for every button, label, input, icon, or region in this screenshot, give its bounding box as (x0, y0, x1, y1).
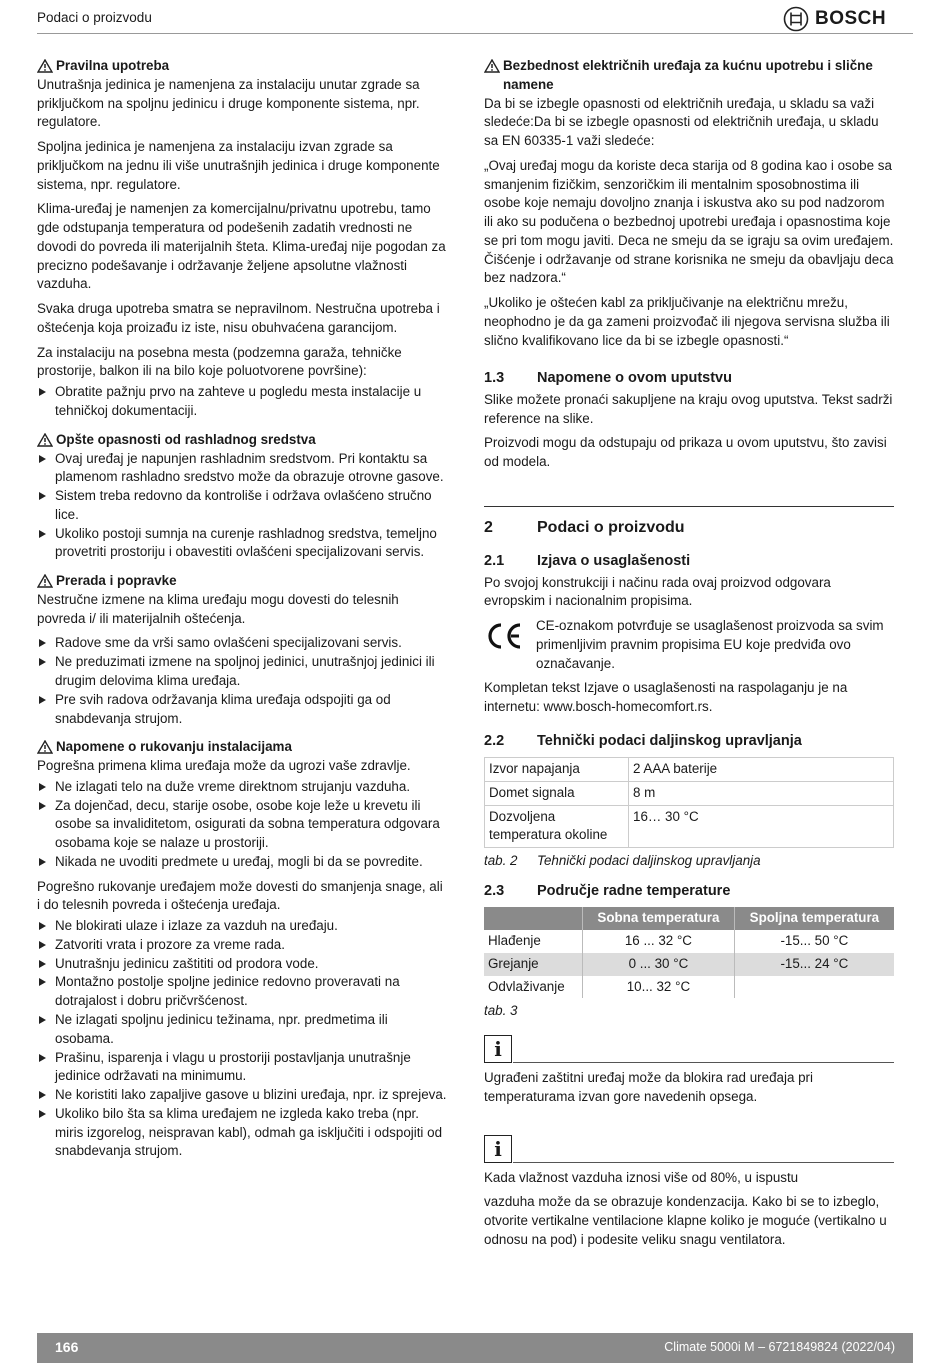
list-item: Ukoliko postoji sumnja na curenje rashladnog sredstva, temeljno provetriti prostoriju i obavestiti ovlašćeni specijalizovani servis. (37, 525, 447, 563)
list-item: Ukoliko bilo šta sa klima uređajem ne izgleda kako treba (npr. miris izgorelog, neispravan kabl), odmah ga isključiti i odspojiti od snabdevanja strujom. (37, 1105, 447, 1161)
paragraph: Unutrašnja jedinica je namenjena za instalaciju unutar zgrade sa priključkom na spoljnu jedinicu i druge komponente sistema, npr. regulatore. (37, 76, 420, 130)
paragraph: Pogrešno rukovanje uređajem može dovesti do smanjenja snage, ali i do telesnih povreda i oštećenja uređaja. (37, 878, 443, 913)
list-item: Pre svih radova održavanja klima uređaja odspojiti ga od snabdevanja strujom. (37, 691, 447, 729)
page-header-title: Podaci o proizvodu (37, 10, 152, 25)
paragraph: Pogrešna primena klima uređaja može da ugrozi vaše zdravlje. (37, 758, 411, 774)
info-note (484, 1135, 894, 1250)
table-caption (484, 1002, 894, 1021)
section-heading-1-3 (484, 368, 894, 388)
bullet-list (37, 450, 447, 563)
info-note (484, 1035, 894, 1107)
list-item: Prašinu, isparenja i vlagu u prostoriji postavljanja unutrašnje jedinice održavati na minimumu. (37, 1049, 447, 1087)
table-cell: Odvlaživanje (488, 978, 565, 994)
table-cell: 16 ... 32 °C (583, 930, 735, 953)
table-cell: Hlađenje (488, 933, 541, 949)
list-item: Montažno postolje spoljne jedinice redovno proveravati na dotrajalost i dobru pričvršćenost. (37, 973, 447, 1011)
list-item: Radove sme da vrši samo ovlašćeni specijalizovani servis. (37, 634, 447, 653)
ce-declaration (484, 617, 894, 673)
info-icon: i (484, 1035, 512, 1063)
info-text: vazduha može da se obrazuje kondenzacija. Kako bi se to izbeglo, otvorite vertikalne ventilacione klapne koliko je moguće (vertikalno u odnosu na pod) i podesite veliku snagu ventilatora. (484, 1194, 887, 1247)
section-heading-2-2 (484, 731, 894, 751)
list-item: Sistem treba redovno da kontroliše i održava ovlašćeno stručno lice. (37, 487, 447, 525)
table-cell: Dozvoljena temperatura okoline (485, 805, 629, 848)
chapter-number: 2 (484, 518, 493, 536)
table-cell: Izvor napajanja (485, 758, 629, 782)
table-cell: 8 m (629, 781, 894, 805)
info-rule (513, 1062, 894, 1063)
list-item: Zatvoriti vrata i prozore za vreme rada. (37, 936, 447, 955)
table-row (484, 953, 894, 976)
bullet-list (37, 383, 447, 421)
remote-specs-table (484, 757, 894, 848)
table-cell: -15... 24 °C (734, 953, 894, 976)
list-item: Unutrašnju jedinicu zaštititi od prodora vode. (37, 955, 447, 974)
list-item: Nikada ne uvoditi predmete u uređaj, mogli bi da se povredite. (37, 853, 447, 872)
ce-mark-icon (484, 617, 526, 673)
paragraph: Nestručne izmene na klima uređaju mogu dovesti do telesnih povreda i/ ili materijalnih oštećenja. (37, 591, 399, 626)
list-item: Obratite pažnju prvo na zahteve u pogledu mesta instalacije u tehničkoj dokumentaciji. (37, 383, 447, 421)
paragraph: Za instalaciju na posebna mesta (podzemna garaža, tehničke prostorije, balkon ili na bilo koje poluotvorene površine): (37, 344, 402, 379)
chapter-title: Podaci o proizvodu (537, 518, 685, 536)
table-caption (484, 852, 894, 871)
bullet-list (37, 778, 447, 872)
list-item: Ne izlagati spoljnu jedinicu težinama, npr. predmetima ili osobama. (37, 1011, 447, 1049)
heading-text: Bezbednost električnih uređaja za kućnu upotrebu i slične namene (503, 58, 873, 92)
bosch-armature-icon (783, 6, 809, 32)
section-number: 2.2 (484, 732, 505, 749)
warning-heading-refrigerant (37, 431, 447, 450)
warning-heading-intended-use (37, 57, 447, 76)
table-row (484, 930, 894, 953)
warning-triangle-icon (37, 740, 53, 754)
table-cell: Grejanje (484, 953, 583, 976)
page-footer (37, 1333, 913, 1363)
paragraph: Klima-uređaj je namenjen za komercijalnu/privatnu upotrebu, tamo gde odstupanja temperatura od podešenih zadatih vrednosti ne dovodi do povreda ili materijalnih šteta. Klima-uređaj nije pogodan za precizno podešavanje i održavanje željene apsolutne vlažnosti vazduha. (37, 201, 446, 292)
section-heading-2-1 (484, 551, 894, 571)
paragraph: Da bi se izbegle opasnosti od električnih uređaja, u skladu sa važi sledeće:Da bi se izbegle opasnosti od električnih uređaja, u skladu sa EN 60335-1 važi sledeće: (484, 95, 879, 149)
paragraph: Svaka druga upotreba smatra se nepravilnom. Nestručna upotreba i oštećenja koja proizađu iz iste, nisu obuhvaćena garancijom. (37, 301, 440, 335)
section-number: 2.3 (484, 883, 505, 900)
paragraph: „Ukoliko je oštećen kabl za priključivanje na električnu mrežu, neophodno je da ga zameni proizvođač ili njegova servisna služba ili slično kvalifikovano lice da bi se izbegle opasnosti.“ (484, 295, 890, 348)
page-number: 166 (55, 1339, 79, 1356)
brand-name: BOSCH (815, 8, 887, 29)
paragraph: Proizvodi mogu da odstupaju od prikaza u ovom uputstvu, što zavisi od modela. (484, 435, 887, 470)
section-number: 1.3 (484, 370, 505, 387)
list-item: Ne koristiti lako zapaljive gasove u blizini uređaja, npr. iz sprejeva. (37, 1086, 447, 1105)
heading-text: Prerada i popravke (56, 573, 177, 589)
warning-triangle-icon (37, 59, 53, 73)
paragraph: „Ovaj uređaj mogu da koriste deca starija od 8 godina kao i osobe sa smanjenim fizičkim, senzoričkim ili mentalnim sposobnostima ili osobe koje nemaju dovoljno znanja i iskustva ako su pod nadzorom ili ako su podučena o bezbednoj upotrebi uređaja i opasnostima koje se pri tom mogu javiti. Deca ne smeju da se igraju sa ovim uređajem. Čišćenje i održavanje od strane korisnika ne smeju da obavljaju deca bez nadzora.“ (484, 157, 894, 286)
table-row (484, 976, 894, 999)
table-row (485, 781, 894, 805)
warning-triangle-icon (37, 433, 53, 447)
warning-heading-repairs (37, 572, 447, 591)
column-header: Spoljna temperatura (734, 907, 894, 930)
heading-text: Pravilna upotreba (56, 58, 170, 73)
section-title: Izjava o usaglašenosti (537, 553, 691, 570)
table-cell (734, 976, 894, 999)
ce-text: CE-oznakom potvrđuje se usaglašenost proizvoda sa svim primenljivim pravnim propisima EU koje predviđa ovo označavanje. (536, 618, 884, 671)
left-column (37, 57, 447, 1167)
operating-temperature-table (484, 907, 894, 998)
document-reference: Climate 5000i M – 6721849824 (2022/04) (664, 1340, 895, 1355)
chapter-heading-2 (484, 517, 894, 539)
column-header (484, 907, 583, 930)
warning-triangle-icon (37, 574, 53, 588)
paragraph: Kompletan tekst Izjave o usaglašenosti na raspolaganju je na internetu: www.bosch-homecomfort.rs. (484, 680, 848, 715)
section-number: 2.1 (484, 553, 505, 570)
right-column (484, 57, 894, 1256)
table-cell: 2 AAA baterije (629, 758, 894, 782)
list-item: Ne izlagati telo na duže vreme direktnom strujanju vazduha. (37, 778, 447, 797)
caption-text: Tehnički podaci daljinskog upravljanja (537, 853, 761, 869)
info-note-header (484, 1135, 894, 1163)
section-title: Područje radne temperature (537, 883, 731, 900)
info-rule (513, 1162, 894, 1163)
table-header-row (484, 907, 894, 930)
list-item: Ne preduzimati izmene na spoljnoj jedinici, unutrašnjoj jedinici ili drugim delovima klima uređaja. (37, 653, 447, 691)
caption-number: tab. 2 (484, 853, 518, 869)
info-text: Kada vlažnost vazduha iznosi više od 80%, u ispustu (484, 1169, 799, 1185)
list-item: Za dojenčad, decu, starije osobe, osobe koje leže u krevetu ili osobe sa invaliditetom, osigurati da sobna temperatura odgovara osobama koje se nalaze u prostoriji. (37, 797, 447, 853)
chapter-divider (484, 506, 894, 507)
info-icon: i (484, 1135, 512, 1163)
caption-number: tab. 3 (484, 1003, 518, 1019)
section-title: Napomene o ovom uputstvu (537, 370, 732, 387)
paragraph: Spoljna jedinica je namenjena za instalaciju izvan zgrade sa priključkom na jednu ili više unutrašnjih jedinica i druge komponente sistema, npr. regulatore. (37, 139, 440, 192)
bullet-list (37, 917, 447, 1161)
heading-text: Opšte opasnosti od rashladnog sredstva (56, 431, 316, 447)
paragraph: Slike možete pronaći sakupljene na kraju ovog uputstva. Tekst sadrži reference na slike. (484, 391, 893, 426)
bosch-logo (783, 6, 886, 33)
warning-triangle-icon (484, 59, 500, 73)
table-cell: -15... 50 °C (734, 930, 894, 953)
list-item: Ovaj uređaj je napunjen rashladnim sredstvom. Pri kontaktu sa plamenom rashladno sredstvo može da obrazuje otrovne gasove. (37, 450, 447, 488)
info-text: Ugrađeni zaštitni uređaj može da blokira rad uređaja pri temperaturama izvan gore navedenih opsega. (484, 1070, 813, 1104)
paragraph: Po svojoj konstrukciji i načinu rada ovaj proizvod odgovara evropskim i nacionalnim propisima. (484, 574, 831, 609)
bullet-list (37, 634, 447, 728)
table-cell: 16… 30 °C (629, 805, 894, 848)
heading-text: Napomene o rukovanju instalacijama (56, 739, 292, 755)
info-note-header (484, 1035, 894, 1063)
section-title: Tehnički podaci daljinskog upravljanja (537, 732, 802, 749)
column-header: Sobna temperatura (583, 907, 735, 930)
section-heading-2-3 (484, 881, 894, 901)
table-cell: Domet signala (485, 781, 629, 805)
list-item: Ne blokirati ulaze i izlaze za vazduh na uređaju. (37, 917, 447, 936)
warning-heading-electrical-safety (484, 57, 894, 95)
table-cell: 0 ... 30 °C (583, 953, 735, 976)
table-row (485, 805, 894, 848)
table-row (485, 758, 894, 782)
table-cell: 10... 32 °C (583, 976, 735, 999)
warning-heading-handling (37, 738, 447, 757)
header-divider (37, 33, 913, 34)
